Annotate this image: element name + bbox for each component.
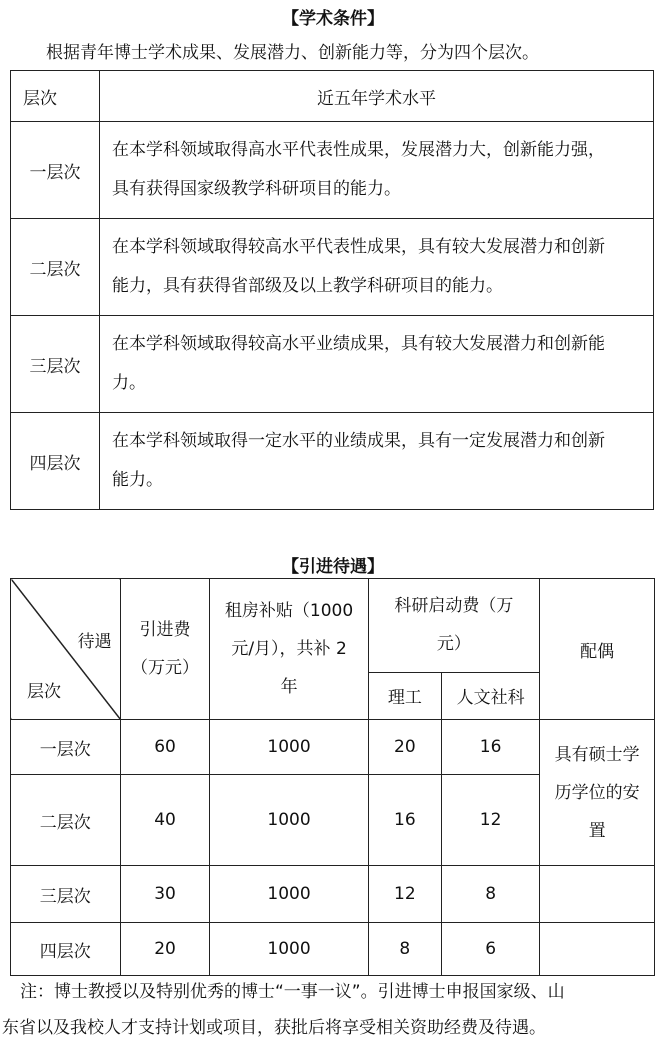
spouse-cell (540, 720, 655, 866)
rent-cell: 1000 (210, 775, 368, 866)
sci-cell: 16 (368, 775, 441, 866)
header-rent-line: 年 (280, 677, 298, 697)
table-header-row (11, 579, 655, 673)
header-rent-line: 元/月），共补 2 (231, 639, 347, 659)
footnote-line: 东省以及我校人才支持计划或项目，获批后将享受相关资助经费及待遇。 (2, 1018, 546, 1038)
requirement-cell (100, 316, 654, 413)
level-cell: 二层次 (11, 775, 121, 866)
fee-cell: 40 (120, 775, 210, 866)
rent-cell: 1000 (210, 720, 368, 775)
sci-cell: 8 (368, 923, 441, 976)
header-requirement: 近五年学术水平 (100, 71, 654, 122)
table-row (11, 866, 655, 923)
header-fee-line: （万元） (131, 658, 200, 678)
header-level: 层次 (11, 71, 100, 122)
academic-title: 【学术条件】 (282, 9, 384, 29)
table-header-row (11, 71, 654, 122)
table-row (11, 413, 654, 510)
table-row (11, 923, 655, 976)
requirement-cell (100, 122, 654, 219)
header-rent (210, 579, 368, 720)
diagonal-header-cell (11, 579, 121, 720)
requirement-cell (100, 413, 654, 510)
benefits-title: 【引进待遇】 (282, 557, 384, 577)
requirement-cell (100, 219, 654, 316)
header-research-sci: 理工 (368, 672, 441, 719)
table-row (11, 316, 654, 413)
level-cell: 一层次 (11, 122, 100, 219)
hum-cell: 12 (442, 775, 540, 866)
fee-cell: 20 (120, 923, 210, 976)
fee-cell: 30 (120, 866, 210, 923)
spouse-cell-empty (540, 866, 655, 923)
requirement-line: 在本学科领域取得较高水平代表性成果，具有较大发展潜力和创新 (112, 237, 605, 257)
level-cell: 一层次 (11, 720, 121, 775)
header-fee-line: 引进费 (139, 620, 191, 640)
benefits-table (10, 578, 655, 976)
requirement-line: 力。 (112, 373, 146, 393)
rent-cell: 1000 (210, 923, 368, 976)
spouse-line: 具有硕士学 (554, 744, 640, 765)
hum-cell: 16 (442, 720, 540, 775)
header-research-hum: 人文社科 (442, 672, 540, 719)
sci-cell: 20 (368, 720, 441, 775)
spouse-line: 历学位的安 (554, 782, 640, 803)
table-row (11, 122, 654, 219)
diag-header-bottom: 层次 (27, 682, 61, 702)
requirement-line: 在本学科领域取得一定水平的业绩成果，具有一定发展潜力和创新 (112, 431, 605, 451)
hum-cell: 6 (442, 923, 540, 976)
requirement-line: 在本学科领域取得高水平代表性成果，发展潜力大，创新能力强， (112, 140, 605, 160)
academic-intro: 根据青年博士学术成果、发展潜力、创新能力等，分为四个层次。 (46, 43, 539, 63)
hum-cell: 8 (442, 866, 540, 923)
header-research-line: 元） (436, 634, 471, 655)
sci-cell: 12 (368, 866, 441, 923)
rent-cell: 1000 (210, 866, 368, 923)
requirement-line: 能力。 (112, 470, 163, 490)
level-cell: 三层次 (11, 316, 100, 413)
level-cell: 四层次 (11, 413, 100, 510)
table-row (11, 720, 655, 775)
header-rent-line: 租房补贴（1000 (224, 601, 354, 621)
requirement-line: 能力，具有获得省部级及以上教学科研项目的能力。 (112, 276, 503, 296)
header-research (368, 579, 540, 673)
footnote (2, 974, 660, 1046)
header-research-line: 科研启动费（万 (394, 596, 514, 617)
level-cell: 二层次 (11, 219, 100, 316)
academic-table (10, 70, 654, 510)
diag-header-top: 待遇 (77, 632, 112, 652)
level-cell: 四层次 (11, 923, 121, 976)
fee-cell: 60 (120, 720, 210, 775)
header-spouse: 配偶 (540, 579, 655, 720)
level-cell: 三层次 (11, 866, 121, 923)
spouse-cell-empty (540, 923, 655, 976)
requirement-line: 在本学科领域取得较高水平业绩成果，具有较大发展潜力和创新能 (112, 334, 605, 354)
footnote-line: 注：博士教授以及特别优秀的博士“一事一议”。引进博士申报国家级、山 (20, 982, 565, 1002)
requirement-line: 具有获得国家级教学科研项目的能力。 (112, 179, 401, 199)
header-fee (120, 579, 210, 720)
spouse-line: 置 (588, 820, 606, 841)
table-row (11, 219, 654, 316)
